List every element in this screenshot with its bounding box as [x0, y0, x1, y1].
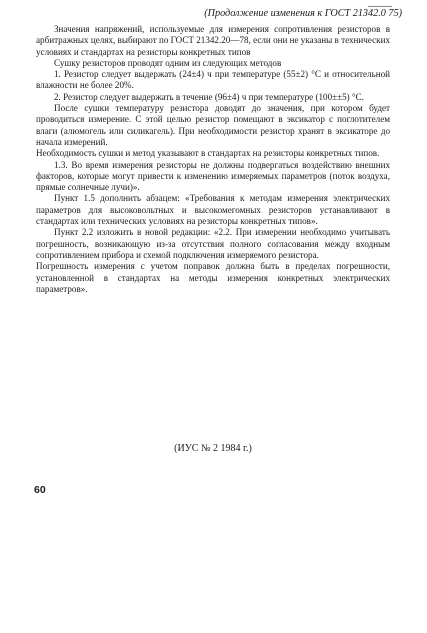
page-header: (Продолжение изменения к ГОСТ 21342.0 75): [204, 8, 402, 19]
publication-reference: (ИУС № 2 1984 г.): [174, 443, 252, 454]
paragraph: Пункт 1.5 дополнить абзацем: «Требования к методам измерения электрических параметров для высоковольтных и высокомегомных резисторов устанавливают в стандартах или технических условиях на резисторы конкретных типов».: [36, 193, 390, 227]
paragraph: 1. Резистор следует выдержать (24±4) ч при температуре (55±2) °С и относительной влажности не более 20%.: [36, 69, 390, 91]
paragraph: После сушки температуру резистора доводят до значения, при котором будет проводиться измерение. С этой целью резистор помещают в эксикатор с поглотителем влаги (алюмогель или силикагель). При необходимости резистор хранят в эксикаторе до начала измерений.: [36, 103, 390, 147]
paragraph: Пункт 2.2 изложить в новой редакции: «2.2. При измерении необходимо учитывать погрешность, возникающую из-за отсутствия полного согласования между входным сопротивлением прибора и схемой подключения измеряемого резистора.: [36, 227, 390, 260]
paragraph: Погрешность измерения с учетом поправок должна быть в пределах погрешности, установленной в стандартах на методы измерения конкретных электрических параметров».: [36, 261, 390, 294]
paragraph: Необходимость сушки и метод указывают в стандартах на резисторы конкретных типов.: [36, 148, 380, 159]
paragraph: 1.3. Во время измерения резисторы не должны подвергаться воздействию внешних факторов, которые могут привести к изменению измеряемых параметров (поток воздуха, прямые солнечные лучи)».: [36, 159, 390, 193]
paragraph: Значения напряжений, используемые для измерения сопротивления резисторов в арбитражных целях, выбирают по ГОСТ 21342.20—78, если они не указаны в технических условиях и стандартах на резисторы конкретных типов: [36, 24, 390, 57]
header-rule: [368, 6, 392, 7]
paragraph: Сушку резисторов проводят одним из следующих методов: [54, 57, 282, 68]
page-number: 60: [34, 484, 46, 496]
paragraph: 2. Резистор следует выдержать в течение (96±4) ч при температуре (100±±5) °С.: [54, 91, 364, 102]
body-text: [36, 24, 390, 295]
